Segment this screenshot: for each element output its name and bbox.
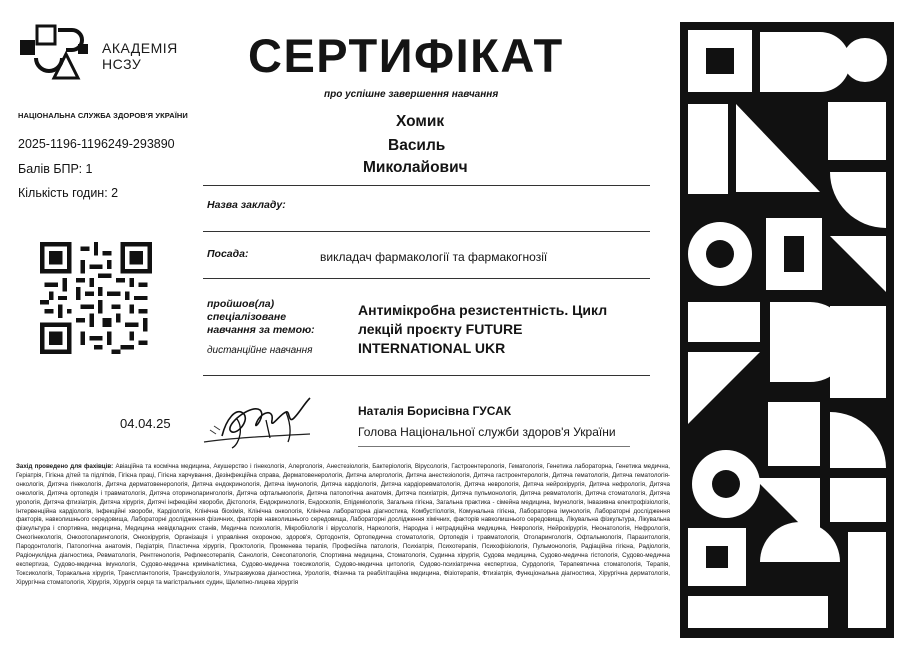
divider xyxy=(203,231,650,232)
training-mode: дистанційне навчання xyxy=(207,345,313,356)
signer-role: Голова Національної служби здоров'я України xyxy=(358,425,616,439)
recipient-patronymic: Миколайович xyxy=(363,159,468,176)
signer-name: Наталія Борисівна ГУСАК xyxy=(358,404,512,418)
bpr-points: Балів БПР: 1 xyxy=(18,162,93,176)
certificate-number: 2025-1196-1196249-293890 xyxy=(18,137,175,151)
logo-line-1: АКАДЕМІЯ xyxy=(102,40,178,56)
position-label: Посада: xyxy=(207,248,249,260)
specialties-list: Авіаційна та космічна медицина, Акушерство і гінекологія, Алергологія, Анестезіологія, Бактеріологія, Вірусологія, Гастроентерологія, Гематологія, Генетика лабораторна, Генетика медична, Геріатрія, Гігієна дітей та підлітків, Гігієна праці, Гігієна харчування, Дезінфекційна справа, Дерматовенерологія, Дитяча алергологія, Дитяча анестезіологія, Дитяча гастроентерологія, Дитяча гематологія, Дитяча гематологія-онкологія, Дитяча гінекологія, Дитяча дерматовенерологія, Дитяча ендокринологія, Дитяча імунологія, Дитяча кардіологія, Дитяча кардіоревматологія, Дитяча неврологія, Дитяча нейрохірургія, Дитяча нефрологія, Дитяча онкологія, Дитяча ортопедія і травматологія, Дитяча оториноларингологія, Дитяча офтальмологія, Дитяча патологічна анатомія, Дитяча психіатрія, Дитяча пульмонологія, Дитяча ревматологія, Дитяча стоматологія, Дитяча урологія, Дитяча фтизіатрія, Дитяча хірургія, Дитячі інфекційні хвороби, Дієтологія, Ендокринологія, Ендоскопія, Епідеміологія, Загальна гігієна, Загальна практика - сімейна медицина, Імунологія, Інвазивна електрофізіологія, Інтервенційна кардіологія, Інфекційні хвороби, Кардіологія, Клінічна біохімія, Клінічна онкологія, Клінічна лабораторна діагностика, Комбустіологія, Комунальна гігієна, Лабораторна імунологія, Лабораторні дослідження факторів, навколишнього середовища, Лабораторні дослідження фізичних, факторів навколишнього середовища, Лабораторні дослідження хімічних, факторів навколишнього середовища, Лікувальна фізкультура, Лікувальна фізкультура і спортивна, медицина, Медицина невідкладних станів, Медична психологія, Мікробіологія і вірусологія, Наркологія, Народна і нетрадиційна медицина, Неврологія, Нейрохірургія, Неонатологія, Нефрологія, Онкогінекологія, Онкоотоларингологія, Онкохірургія, Організація і управління охороною, здоров'я, Ортодонтія, Ортопедична стоматологія, Ортопедія і травматологія, Отоларингологія, Офтальмологія, Паразитологія, Пародонтологія, Патологічна анатомія, Педіатрія, Пластична хірургія, Проктологія, Променева терапія, Професійна патологія, Психіатрія, Психотерапія, Психофізіологія, Пульмонологія, Радіаційна гігієна, Радіологія, Радіонуклідна діагностика, Ревматологія, Рентгенологія, Рефлексотерапія, Санологія, Сексопатологія, Спортивна медицина, Стоматологія, Судинна хірургія, Судова медицина, Судово-медична гістологія, Судово-медична експертиза, Судово-медична імунологія, Судово-медична криміналістика, Судово-медична токсикологія, Судово-медична цитологія, Судово-психіатрична експертиза, Сурдологія, Терапевтична стоматологія, Терапія, Токсикологія, Торакальна хірургія, Трансплантологія, Трансфузіологія, Ультразвукова діагностика, Урологія, Фізична та реабілітаційна медицина, Фізіотерапія, Фтизіатрія, Функціональна діагностика, Хірургічна дерматологія, Хірургічна стоматологія, Хірургія, Хірургія серця та магістральних судин, Щелепно-лицева хірургія xyxy=(16,463,670,586)
qr-code-icon[interactable] xyxy=(40,242,152,354)
course-title-line-1: Антимікробна резистентність. Цикл xyxy=(358,302,608,318)
recipient-surname: Хомик xyxy=(396,113,445,130)
divider xyxy=(203,375,650,376)
hours-count: Кількість годин: 2 xyxy=(18,186,119,200)
recipient-first-name: Василь xyxy=(388,137,446,154)
divider xyxy=(203,278,650,279)
akademia-logo-icon xyxy=(18,24,96,86)
specialties-lead: Захід проведено для фахівців: xyxy=(16,463,114,470)
institution-label: Назва закладу: xyxy=(207,199,286,211)
course-title xyxy=(358,301,607,358)
position-value: викладач фармакології та фармакогнозії xyxy=(320,250,548,264)
signature-image xyxy=(200,390,330,456)
course-label xyxy=(207,298,315,337)
course-title-line-3: INTERNATIONAL UKR xyxy=(358,340,506,356)
geometric-pattern-panel xyxy=(680,22,894,638)
organization-name: НАЦІОНАЛЬНА СЛУЖБА ЗДОРОВ'Я УКРАЇНИ xyxy=(18,111,188,120)
course-label-line-2: спеціалізоване xyxy=(207,311,287,323)
certificate-subtitle: про успішне завершення навчання xyxy=(324,89,499,100)
certificate-title: СЕРТИФІКАТ xyxy=(248,29,564,82)
course-title-line-2: лекцій проєкту FUTURE xyxy=(358,321,523,337)
course-label-line-3: навчання за темою: xyxy=(207,324,315,336)
logo-line-2: НСЗУ xyxy=(102,56,142,72)
specialties-text xyxy=(16,463,670,588)
course-label-line-1: пройшов(ла) xyxy=(207,298,275,310)
divider xyxy=(203,185,650,186)
logo-wordmark xyxy=(102,40,178,72)
signature-rule xyxy=(358,446,630,447)
issue-date: 04.04.25 xyxy=(120,416,171,431)
